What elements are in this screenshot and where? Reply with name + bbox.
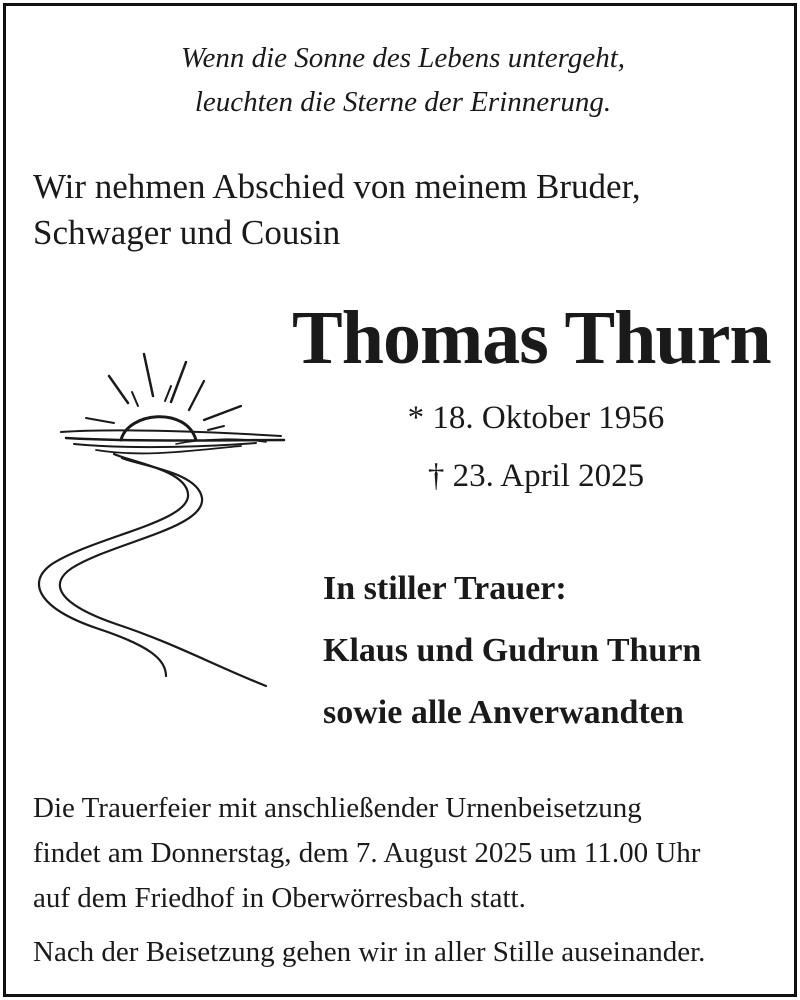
intro-text xyxy=(33,164,641,256)
intro-line-1: Wir nehmen Abschied von meinem Bruder, xyxy=(33,167,641,206)
motto-line-1: Wenn die Sonne des Lebens untergeht, xyxy=(180,42,626,74)
death-date: † 23. April 2025 xyxy=(427,458,645,494)
life-dates xyxy=(346,389,726,505)
obituary-notice xyxy=(3,3,797,997)
birth-date: * 18. Oktober 1956 xyxy=(407,400,665,436)
mourners-block xyxy=(323,558,701,744)
ceremony-info xyxy=(33,786,700,921)
motto-line-2: leuchten die Sterne der Erinnerung. xyxy=(194,86,612,118)
closing-note: Nach der Beisetzung gehen wir in aller Stille auseinander. xyxy=(33,936,706,968)
ceremony-line-3: auf dem Friedhof in Oberwörresbach statt. xyxy=(33,882,526,914)
ceremony-line-1: Die Trauerfeier mit anschließender Urnenbeisetzung xyxy=(33,792,642,824)
mourners-heading: In stiller Trauer: xyxy=(323,570,567,607)
intro-line-2: Schwager und Cousin xyxy=(33,213,341,252)
motto-quote xyxy=(6,36,800,124)
deceased-name: Thomas Thurn xyxy=(292,296,771,380)
sunset-path-icon xyxy=(26,346,296,706)
ceremony-line-2: findet am Donnerstag, dem 7. August 2025 um 11.00 Uhr xyxy=(33,837,701,869)
mourners-line-1: Klaus und Gudrun Thurn xyxy=(323,632,702,669)
mourners-line-2: sowie alle Anverwandten xyxy=(323,694,684,731)
